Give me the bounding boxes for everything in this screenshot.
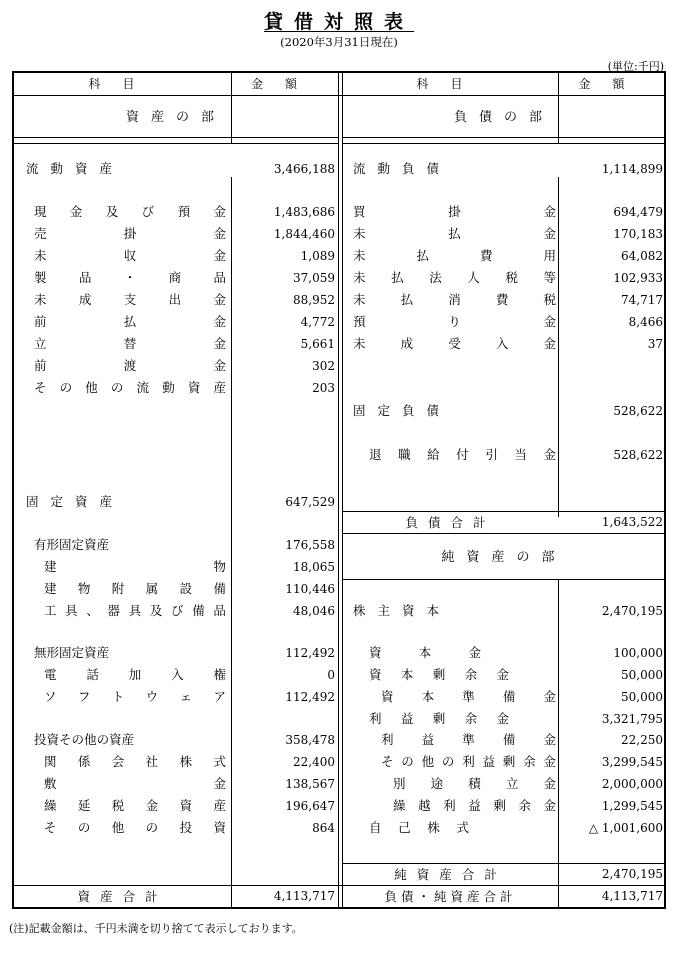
table-row (14, 355, 338, 377)
row-value: 176,558 (285, 538, 335, 552)
table-row (343, 289, 666, 311)
liab-net-total-label: 負債・純資産合計 (384, 889, 517, 904)
row-value: 4,772 (300, 315, 335, 329)
row-value: 22,250 (621, 733, 663, 747)
row-label: 固 定 資 産 (26, 494, 113, 509)
row-value: 50,000 (621, 690, 663, 704)
row-label: 投 資 そ の 他 の 資 産 (34, 732, 135, 747)
row-label: 建 物 (44, 559, 226, 574)
table-row (14, 311, 338, 333)
table-row (14, 642, 338, 664)
table-row (14, 201, 338, 223)
row-label: ソ フ ト ウ ェ ア (44, 689, 226, 704)
liabilities-total-label: 負債合計 (405, 515, 496, 530)
row-label: 未 払 金 (353, 226, 556, 241)
row-value: 203 (312, 381, 335, 395)
left-subject-header: 科目 (88, 77, 157, 91)
assets-total-value: 4,113,717 (273, 889, 335, 903)
row-value: 864 (312, 821, 335, 835)
row-value: 5,661 (300, 337, 335, 351)
liabilities-section-title: 負債の部 (453, 110, 554, 125)
table-row (14, 267, 338, 289)
net-section-bottom (342, 579, 664, 580)
row-value: 1,299,545 (601, 799, 663, 813)
table-row (343, 267, 666, 289)
row-value: 110,446 (285, 582, 335, 596)
section-line (14, 137, 338, 138)
table-row (343, 729, 666, 751)
table-row (343, 400, 666, 422)
table-row (14, 289, 338, 311)
row-label: そ の 他 の 流 動 資 産 (34, 380, 226, 395)
table-row (14, 223, 338, 245)
row-value: 3,321,795 (601, 712, 663, 726)
table-row (14, 534, 338, 556)
row-label: 未 払 消 費 税 (353, 292, 556, 307)
table-row (343, 158, 666, 180)
table-row (343, 245, 666, 267)
row-label: 利 益 準 備 金 (381, 732, 556, 747)
footnote: (注)記載金額は、千円未満を切り捨てて表示しております。 (9, 922, 303, 935)
table-row (343, 795, 666, 817)
report-date: (2020年3月31日現在) (280, 35, 398, 49)
row-label: そ の 他 の 投 資 (44, 820, 226, 835)
table-row (343, 708, 666, 730)
table-row (343, 686, 666, 708)
row-label: 前 渡 金 (34, 358, 226, 373)
row-label: 繰 越 利 益 剰 余 金 (393, 798, 556, 813)
right-section-bottom (342, 143, 664, 144)
net-assets-total-value: 2,470,195 (601, 867, 663, 881)
row-value: 694,479 (613, 205, 663, 219)
table-row (343, 333, 666, 355)
row-value: 74,717 (621, 293, 663, 307)
row-value: 37 (647, 337, 663, 351)
left-amount-header: 金額 (250, 77, 319, 91)
row-value: 102,933 (613, 271, 663, 285)
table-row (14, 686, 338, 708)
table-row (14, 377, 338, 399)
right-amount-header: 金額 (578, 77, 647, 91)
row-value: 112,492 (285, 690, 335, 704)
row-label: 繰 延 税 金 資 産 (44, 798, 226, 813)
row-value: 1,089 (300, 249, 335, 263)
table-row (343, 444, 666, 466)
row-label: 流 動 負 債 (353, 161, 440, 176)
net-assets-total-label: 純資産合計 (394, 867, 507, 882)
row-value: 358,478 (285, 733, 335, 747)
row-label: 未 収 金 (34, 248, 226, 263)
row-value: 528,622 (613, 404, 663, 418)
row-value: 1,114,899 (601, 162, 663, 176)
row-value: 3,466,188 (273, 162, 335, 176)
row-value: 1,844,460 (273, 227, 335, 241)
row-value: 647,529 (285, 495, 335, 509)
section-line (342, 137, 664, 138)
row-label: 資 本 金 (369, 645, 481, 660)
row-label: 流 動 資 産 (26, 161, 113, 176)
table-row (14, 817, 338, 839)
center-divider-left (338, 73, 339, 907)
row-value: △ 1,001,600 (588, 821, 663, 835)
row-label: 無 形 固 定 資 産 (34, 645, 110, 660)
row-value: 88,952 (293, 293, 335, 307)
row-value: 8,466 (628, 315, 663, 329)
table-row (14, 773, 338, 795)
left-section-bottom (14, 143, 338, 144)
assets-total-label: 資産合計 (77, 889, 168, 904)
table-row (14, 158, 338, 180)
unit-label: (単位:千円) (607, 60, 664, 73)
row-value: 18,065 (293, 560, 335, 574)
row-label: 別 途 積 立 金 (393, 776, 556, 791)
table-row (14, 795, 338, 817)
row-label: 株 主 資 本 (353, 603, 440, 618)
table-row (14, 556, 338, 578)
row-label: 電 話 加 入 権 (44, 667, 226, 682)
row-label: 利 益 剰 余 金 (369, 711, 509, 726)
table-row (343, 817, 666, 839)
table-row (343, 311, 666, 333)
balance-sheet-table (12, 71, 666, 909)
table-row (14, 600, 338, 622)
liabilities-total-value: 1,643,522 (601, 515, 663, 529)
table-row (343, 201, 666, 223)
row-label: そ の 他 の 利 益 剰 余 金 (381, 754, 556, 769)
row-label: 前 払 金 (34, 314, 226, 329)
row-value: 2,470,195 (601, 604, 663, 618)
row-label: 未 払 法 人 税 等 (353, 270, 556, 285)
row-value: 302 (312, 359, 335, 373)
table-row (14, 333, 338, 355)
row-value: 100,000 (613, 646, 663, 660)
row-value: 528,622 (613, 448, 663, 462)
table-row (14, 664, 338, 686)
row-label: 現 金 及 び 預 金 (34, 204, 226, 219)
table-row (14, 729, 338, 751)
table-row (343, 600, 666, 622)
right-subject-header: 科目 (416, 77, 485, 91)
row-label: 建 物 附 属 設 備 (44, 581, 226, 596)
row-label: 工 具 、 器 具 及 び 備 品 (44, 603, 226, 618)
net-assets-section-title: 純資産の部 (441, 550, 567, 565)
row-value: 0 (327, 668, 335, 682)
row-value: 64,082 (621, 249, 663, 263)
row-label: 未 成 支 出 金 (34, 292, 226, 307)
row-label: 退 職 給 付 引 当 金 (369, 447, 556, 462)
row-value: 1,483,686 (273, 205, 335, 219)
liab-net-total-value: 4,113,717 (601, 889, 663, 903)
table-row (343, 751, 666, 773)
table-row (343, 664, 666, 686)
row-value: 48,046 (293, 604, 335, 618)
table-row (14, 245, 338, 267)
row-value: 170,183 (613, 227, 663, 241)
table-row (343, 223, 666, 245)
row-label: 製 品 ・ 商 品 (34, 270, 226, 285)
row-label: 自 己 株 式 (369, 820, 469, 835)
row-value: 3,299,545 (601, 755, 663, 769)
row-label: 預 り 金 (353, 314, 556, 329)
row-value: 22,400 (293, 755, 335, 769)
row-label: 資 本 剰 余 金 (369, 667, 509, 682)
table-row (14, 751, 338, 773)
row-label: 売 掛 金 (34, 226, 226, 241)
table-row (14, 578, 338, 600)
assets-section-title: 資産の部 (125, 110, 226, 125)
row-label: 敷 金 (44, 776, 226, 791)
row-label: 有 形 固 定 資 産 (34, 537, 110, 552)
row-value: 37,059 (293, 271, 335, 285)
table-row (343, 642, 666, 664)
row-label: 固 定 負 債 (353, 403, 440, 418)
row-value: 112,492 (285, 646, 335, 660)
table-row (343, 773, 666, 795)
row-value: 50,000 (621, 668, 663, 682)
row-value: 196,647 (285, 799, 335, 813)
row-value: 2,000,000 (601, 777, 663, 791)
row-label: 資 本 準 備 金 (381, 689, 556, 704)
page-title: 貸借対照表 (263, 11, 414, 33)
table-row (14, 491, 338, 513)
header-bottom-line (14, 95, 664, 96)
row-label: 買 掛 金 (353, 204, 556, 219)
row-label: 立 替 金 (34, 336, 226, 351)
row-label: 未 成 受 入 金 (353, 336, 556, 351)
row-label: 未 払 費 用 (353, 248, 556, 263)
row-value: 138,567 (285, 777, 335, 791)
row-label: 関 係 会 社 株 式 (44, 754, 226, 769)
